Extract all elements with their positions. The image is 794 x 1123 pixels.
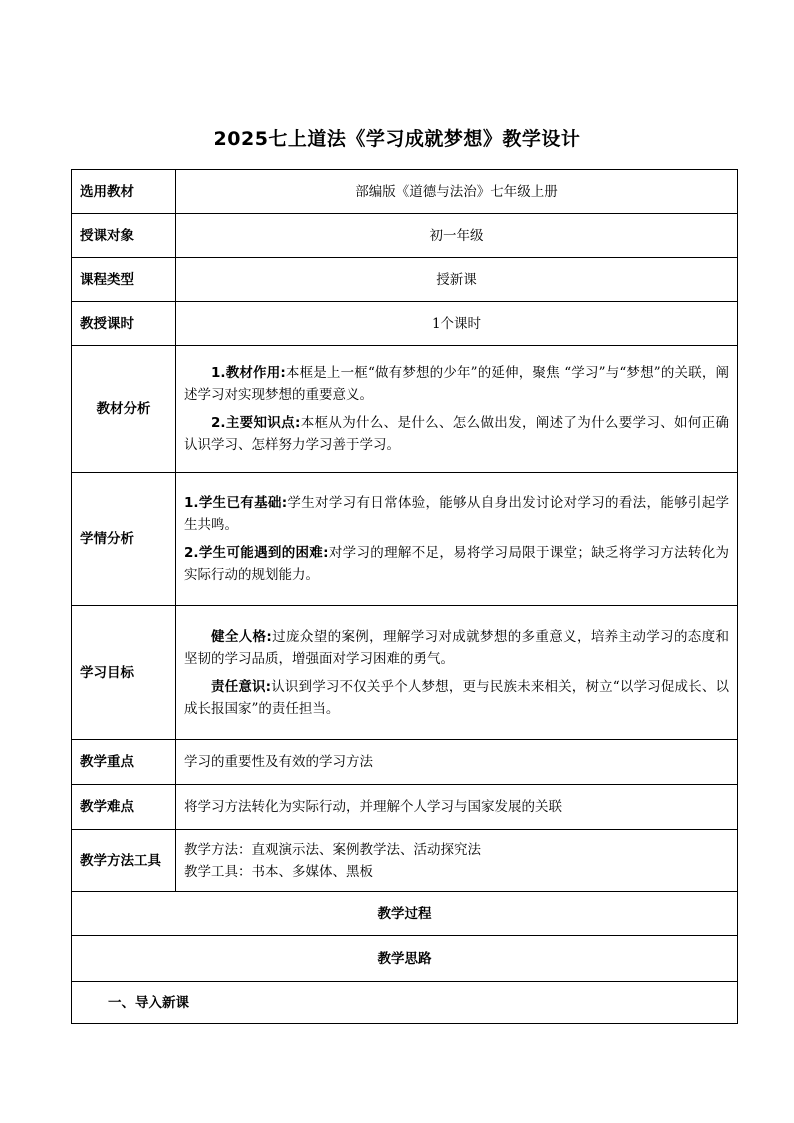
goals-p2-head: 责任意识: (211, 678, 272, 695)
analysis-p1-text: 本框是上一框“做有梦想的少年”的延伸，聚焦 “学习”与“梦想”的关联，阐述学习对实现梦想的重要意义。 (184, 365, 730, 403)
row-goals (72, 606, 738, 740)
row-methods (72, 830, 738, 892)
process-subheading: 教学思路 (72, 936, 738, 982)
students-p2-text: 对学习的理解不足，易将学习局限于课堂；缺乏将学习方法转化为实际行动的规划能力。 (184, 545, 730, 583)
label-difficult-point: 教学难点 (72, 785, 176, 830)
goals-paragraph-2 (184, 676, 729, 720)
label-analysis: 教材分析 (72, 346, 176, 473)
value-textbook: 部编版《道德与法治》七年级上册 (176, 170, 738, 214)
row-process-subheading (72, 936, 738, 982)
label-students: 学情分析 (72, 473, 176, 606)
students-paragraph-1 (184, 492, 729, 536)
label-textbook: 选用教材 (72, 170, 176, 214)
students-paragraph-2 (184, 542, 729, 586)
label-goals: 学习目标 (72, 606, 176, 740)
label-course-type: 课程类型 (72, 258, 176, 302)
value-difficult-point: 将学习方法转化为实际行动，并理解个人学习与国家发展的关联 (176, 785, 738, 830)
row-step-1 (72, 982, 738, 1024)
value-course-type: 授新课 (176, 258, 738, 302)
students-p1-text: 学生对学习有日常体验，能够从自身出发讨论对学习的看法，能够引起学生共鸣。 (184, 495, 730, 533)
value-audience: 初一年级 (176, 214, 738, 258)
goals-paragraph-1 (184, 626, 729, 670)
lesson-plan-table (71, 169, 738, 1024)
value-analysis (176, 346, 738, 473)
label-methods: 教学方法工具 (72, 830, 176, 892)
row-key-point (72, 740, 738, 785)
row-analysis (72, 346, 738, 473)
analysis-paragraph-1 (184, 362, 729, 406)
value-methods (176, 830, 738, 892)
methods-line-1: 教学方法：直观演示法、案例教学法、活动探究法 (184, 841, 481, 858)
row-hours (72, 302, 738, 346)
label-audience: 授课对象 (72, 214, 176, 258)
analysis-paragraph-2 (184, 412, 729, 456)
row-students (72, 473, 738, 606)
goals-p2-text: 认识到学习不仅关乎个人梦想，更与民族未来相关，树立“以学习促成长、以成长报国家”的责任担当。 (184, 678, 729, 717)
value-key-point: 学习的重要性及有效的学习方法 (176, 740, 738, 785)
students-p2-head: 2.学生可能遇到的困难: (184, 545, 329, 561)
document-title: 2025七上道法《学习成就梦想》教学设计 (213, 128, 581, 150)
goals-p1-text: 过庞众望的案例，理解学习对成就梦想的多重意义，培养主动学习的态度和坚韧的学习品质，增强面对学习困难的勇气。 (184, 628, 730, 667)
row-textbook (72, 170, 738, 214)
row-course-type (72, 258, 738, 302)
methods-line-2: 教学工具：书本、多媒体、黑板 (184, 863, 373, 880)
row-audience (72, 214, 738, 258)
value-students (176, 473, 738, 606)
value-hours: 1个课时 (176, 302, 738, 346)
label-key-point: 教学重点 (72, 740, 176, 785)
step-1-heading: 一、导入新课 (72, 982, 738, 1024)
row-process-heading (72, 892, 738, 936)
analysis-p2-head: 2.主要知识点: (211, 415, 301, 431)
value-goals (176, 606, 738, 740)
students-p1-head: 1.学生已有基础: (184, 495, 288, 511)
analysis-p2-text: 本框从为什么、是什么、怎么做出发，阐述了为什么要学习、如何正确认识学习、怎样努力学习善于学习。 (184, 415, 730, 453)
process-heading: 教学过程 (72, 892, 738, 936)
row-difficult-point (72, 785, 738, 830)
label-hours: 教授课时 (72, 302, 176, 346)
goals-p1-head: 健全人格: (211, 628, 272, 645)
analysis-p1-head: 1.教材作用: (211, 365, 286, 381)
